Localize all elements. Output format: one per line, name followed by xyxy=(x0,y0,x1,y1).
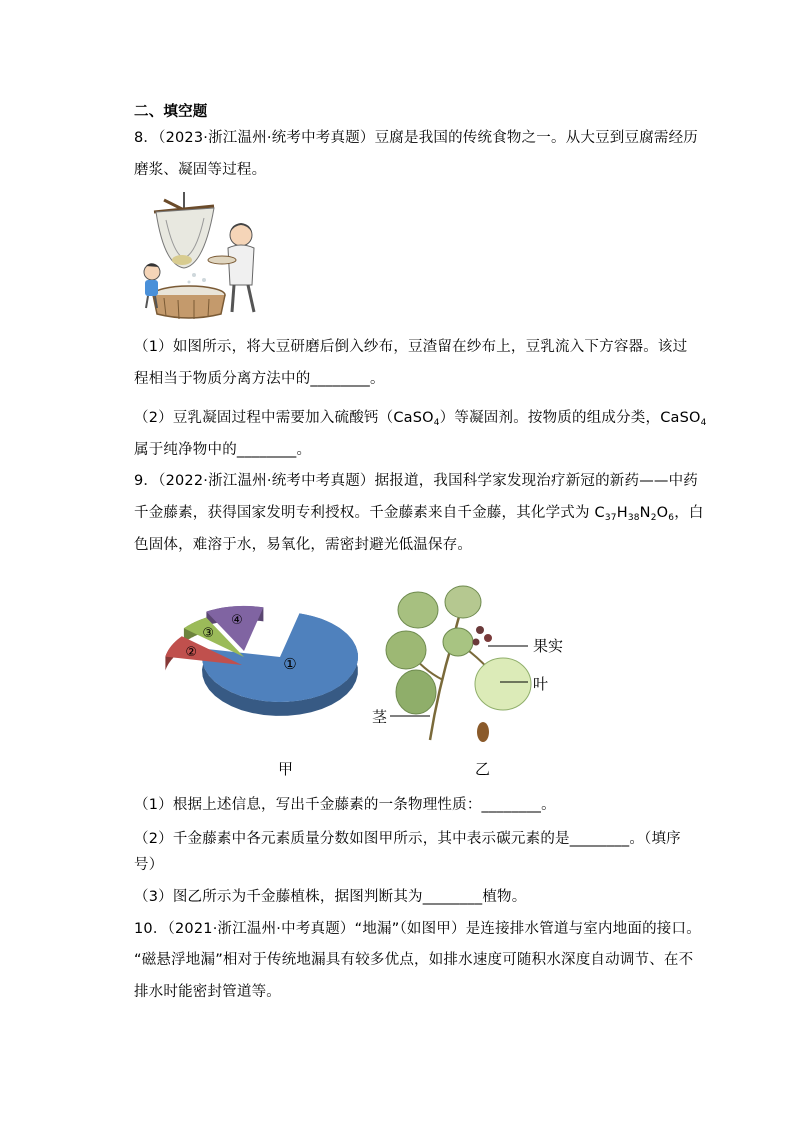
pie-label-2: ② xyxy=(185,645,198,661)
seed-pod xyxy=(477,722,489,742)
q9-part2-line1: （2）千金藤素中各元素质量分数如图甲所示，其中表示碳元素的是________。（填序 xyxy=(134,831,681,847)
bean-dregs xyxy=(172,255,192,265)
q8-part2-line1: （2）豆乳凝固过程中需要加入硫酸钙（CaSO$_4$）等凝固剂。按物质的组成分类，CaSO$_4$ xyxy=(134,410,707,428)
q10-stem-line1: 10．（2021·浙江温州·中考真题）“地漏”（如图甲）是连接排水管道与室内地面的接口。 xyxy=(134,921,701,937)
leaf xyxy=(396,670,436,714)
label-stem: 茎 xyxy=(372,708,388,726)
child-body xyxy=(145,280,158,296)
q9-stem-line1: 9．（2022·浙江温州·统考中考真题）据报道，我国科学家发现治疗新冠的新药——中药 xyxy=(134,473,698,489)
q10-stem-line3: 排水时能密封管道等。 xyxy=(134,984,281,1000)
woman-apron xyxy=(228,245,254,285)
q9-part3: （3）图乙所示为千金藤植株，据图判断其为________植物。 xyxy=(134,889,527,905)
q8-part2-line2: 属于纯净物中的________。 xyxy=(134,442,312,458)
leaf xyxy=(386,631,426,669)
q8-part1-line1: （1）如图所示，将大豆研磨后倒入纱布，豆渣留在纱布上，豆乳流入下方容器。该过 xyxy=(134,339,688,355)
leaf xyxy=(443,628,473,656)
q8-stem-line1: 8．（2023·浙江温州·统考中考真题）豆腐是我国的传统食物之一。从大豆到豆腐需经历 xyxy=(134,130,698,146)
q9-part2-line2: 号） xyxy=(134,857,164,873)
caption-yi: 乙 xyxy=(475,760,491,778)
leaf xyxy=(445,586,481,618)
q8-stem-line2: 磨浆、凝固等过程。 xyxy=(134,162,267,178)
q8-part1-line2: 程相当于物质分离方法中的________。 xyxy=(134,371,385,387)
fruit xyxy=(476,626,484,634)
qianjinteng-plant-illustration xyxy=(368,580,578,745)
tofu-making-illustration xyxy=(134,190,274,322)
label-leaf: 叶 xyxy=(533,675,549,693)
label-fruit: 果实 xyxy=(533,637,564,655)
q9-stem-line2: 千金藤素，获得国家发明专利授权。千金藤素来自千金藤，其化学式为 $C_{37}H_{38}N_2O_6$，白 xyxy=(134,505,704,523)
sieve-tray xyxy=(208,256,236,264)
pie-label-3: ③ xyxy=(202,626,215,641)
pie-label-4: ④ xyxy=(231,612,243,628)
fruit xyxy=(484,634,492,642)
q10-stem-line2: “磁悬浮地漏”相对于传统地漏具有较多优点，如排水速度可随积水深度自动调节、在不 xyxy=(134,952,694,968)
fruit xyxy=(473,639,480,646)
leaf-labeled xyxy=(475,658,531,710)
leaf xyxy=(398,592,438,628)
section-title: 二、填空题 xyxy=(134,104,208,120)
q9-part1: （1）根据上述信息，写出千金藤素的一条物理性质：________。 xyxy=(134,797,556,813)
q9-stem-line3: 色固体，难溶于水，易氧化，需密封避光低温保存。 xyxy=(134,537,473,553)
caption-jia: 甲 xyxy=(278,760,294,778)
element-mass-fraction-pie-chart xyxy=(140,595,365,725)
pie-label-1: ① xyxy=(283,655,297,673)
